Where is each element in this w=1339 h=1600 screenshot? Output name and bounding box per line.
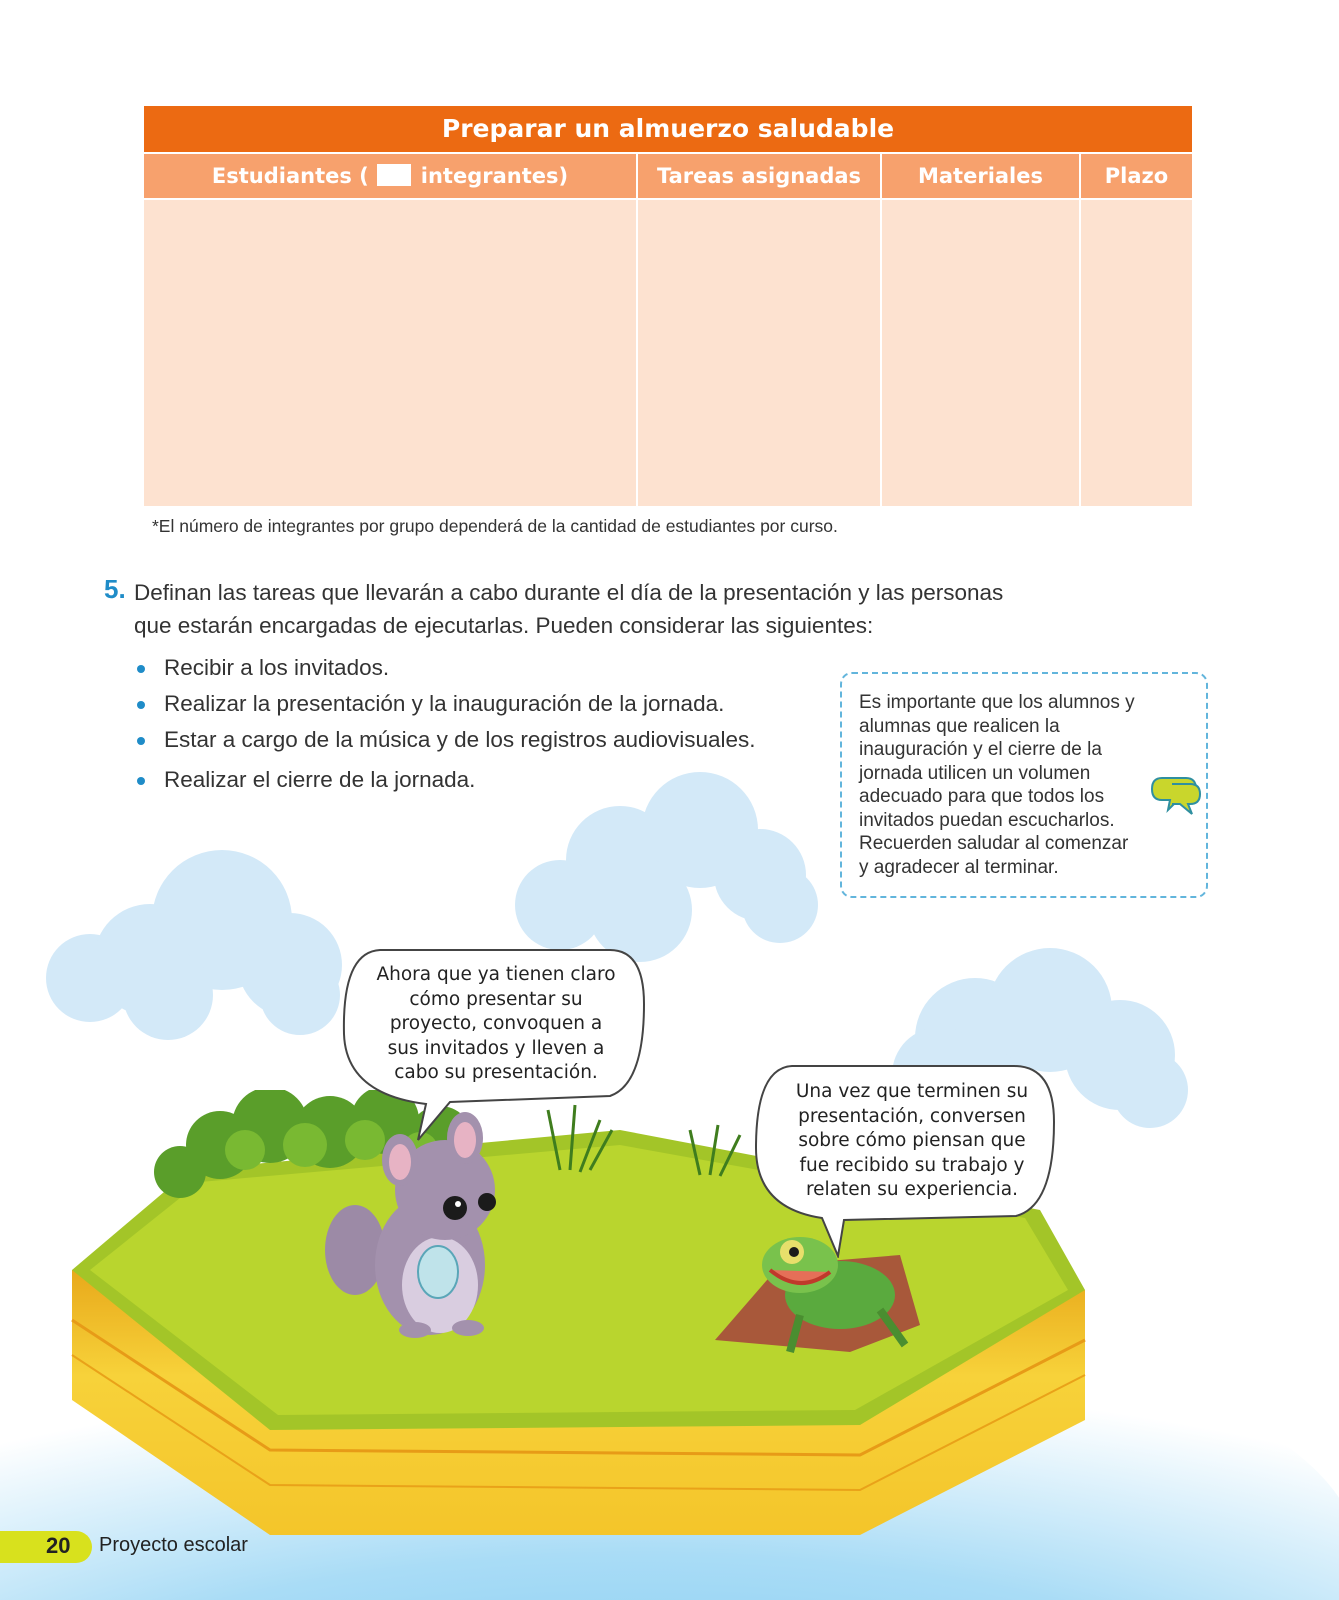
header-students-prefix: Estudiantes (: [211, 164, 369, 188]
section-label: Proyecto escolar: [99, 1534, 248, 1556]
list-item: Realizar la presentación y la inauguración de la jornada.: [134, 687, 756, 723]
header-tasks: Tareas asignadas: [638, 154, 880, 198]
activity-number: 5.: [104, 574, 126, 604]
island-illustration: [0, 1090, 1339, 1600]
header-materials: Materiales: [882, 154, 1079, 198]
header-deadline: Plazo: [1081, 154, 1192, 198]
table-header-row: [144, 154, 1192, 198]
cell-students[interactable]: [144, 200, 636, 506]
speech-bubbles-icon: [1148, 772, 1202, 818]
list-item: Recibir a los invitados.: [134, 651, 756, 687]
tip-text: Es importante que los alumnos y alumnas que realicen la inauguración y el cierre de la jornada utilicen un volumen adecuado para que todos los invitados puedan escucharlos. Recuerden saludar al comenzar y agradecer al terminar.: [859, 692, 1135, 878]
list-item: Estar a cargo de la música y de los registros audiovisuales.: [134, 723, 756, 759]
planning-table: [144, 106, 1192, 506]
task-list: [134, 651, 756, 799]
activity-instructions: Definan las tareas que llevarán a cabo durante el día de la presentación y las personas que estarán encargadas de ejecutarlas. Pueden considerar las siguientes:: [134, 580, 1004, 638]
cell-deadline[interactable]: [1081, 200, 1192, 506]
header-students-suffix: integrantes): [420, 164, 569, 188]
list-item: Realizar el cierre de la jornada.: [134, 763, 756, 799]
header-students: [144, 154, 636, 198]
table-title: Preparar un almuerzo saludable: [144, 106, 1192, 152]
cell-materials[interactable]: [882, 200, 1079, 506]
page-number: 20: [46, 1533, 71, 1558]
frog-bubble-text: Una vez que terminen su presentación, conversen sobre cómo piensan que fue recibido su trabajo y relaten su experiencia.: [795, 1081, 1029, 1200]
table-body-row: [144, 200, 1192, 506]
integrantes-blank-box[interactable]: [377, 164, 411, 186]
chinchilla-bubble-text: Ahora que ya tienen claro cómo presentar su proyecto, convoquen a sus invitados y lleven a cabo su presentación.: [376, 964, 616, 1083]
table-footnote: *El número de integrantes por grupo dependerá de la cantidad de estudiantes por curso.: [152, 516, 838, 536]
tip-box: [840, 672, 1208, 898]
cell-tasks[interactable]: [638, 200, 880, 506]
